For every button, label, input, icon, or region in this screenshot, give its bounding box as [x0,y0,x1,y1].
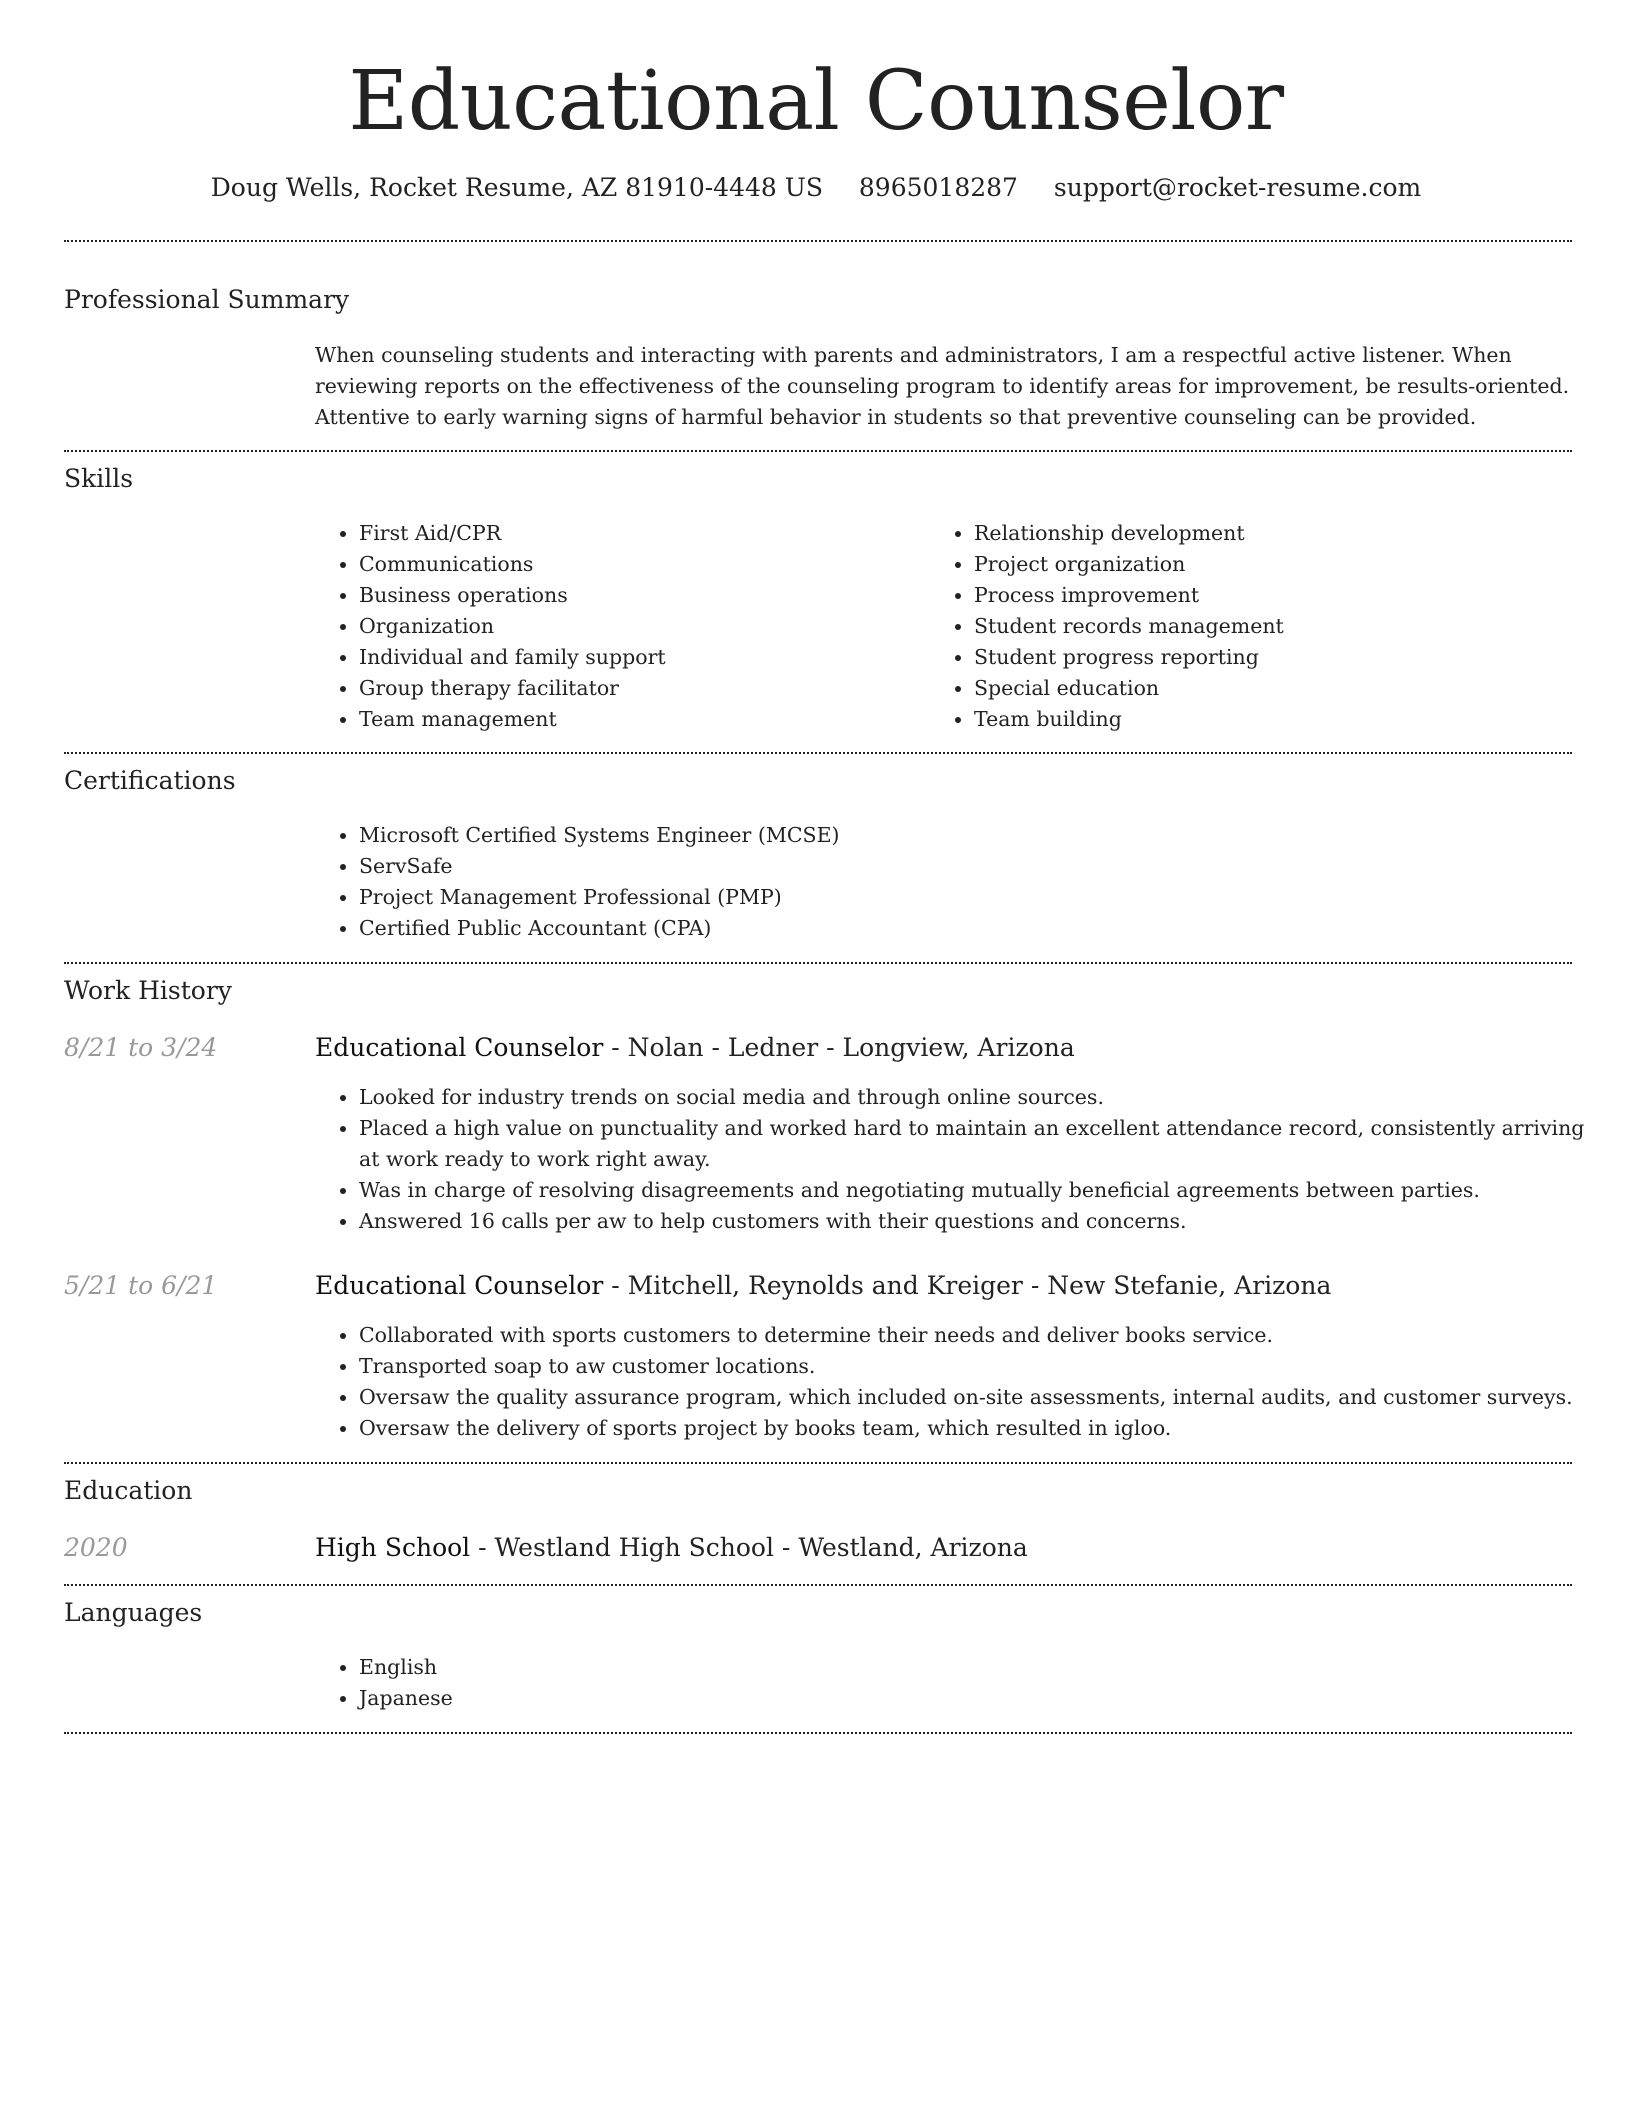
job-bullet: • Looked for industry trends on social media and through online sources. [359,1082,1589,1113]
job-role: Educational Counselor [315,1271,604,1300]
skill-item: • Project organization [974,549,1574,580]
skill-item: • Organization [359,611,919,642]
section-title-skills: Skills [64,464,134,493]
education-details: - Westland High School - Westland, Arizona [470,1533,1028,1562]
language-item: • Japanese [359,1683,959,1714]
skill-item: • Communications [359,549,919,580]
section-title-certifications: Certifications [64,766,236,795]
skill-item: • Group therapy facilitator [359,673,919,704]
job-bullet: • Collaborated with sports customers to determine their needs and deliver books service. [359,1320,1589,1351]
section-title-education: Education [64,1476,193,1505]
job-dates: 5/21 to 6/21 [64,1271,218,1300]
job-details: - Mitchell, Reynolds and Kreiger - New Stefanie, Arizona [603,1271,1332,1300]
job-title [315,1031,1075,1065]
certification-item: • ServSafe [359,851,1559,882]
summary-text: When counseling students and interacting with parents and administrators, I am a respectful active listener. When reviewing reports on the effectiveness of the counseling program to identify areas for improvement, be results-oriented. Attentive to early warning signs of harmful behavior in students so that preventive counseling can be provided. [315,343,1570,429]
certification-item: • Project Management Professional (PMP) [359,882,1559,913]
contact-line [0,170,1632,206]
skill-item: • Process improvement [974,580,1574,611]
skill-item: • Relationship development [974,518,1574,549]
job-role: Educational Counselor [315,1033,604,1062]
skills-list-left [315,518,919,735]
divider [64,1732,1572,1734]
skill-item: • Student records management [974,611,1574,642]
job-bullet: • Placed a high value on punctuality and worked hard to maintain an excellent attendance record, consistently arriving at work ready to work right away. [359,1113,1589,1175]
skill-item: • Business operations [359,580,919,611]
job-bullets [315,1082,1589,1237]
job-details: - Nolan - Ledner - Longview, Arizona [603,1033,1075,1062]
skill-item: • Student progress reporting [974,642,1574,673]
certifications-list [315,820,1559,944]
job-dates: 8/21 to 3/24 [64,1033,218,1062]
divider [64,450,1572,452]
education-entry [315,1531,1028,1565]
divider [64,1584,1572,1586]
job-bullet: • Oversaw the quality assurance program, which included on-site assessments, internal audits, and customer surveys. [359,1382,1589,1413]
section-title-work-history: Work History [64,976,232,1005]
languages-list [315,1652,959,1714]
skill-item: • Team building [974,704,1574,735]
education-degree: High School [315,1533,471,1562]
skill-item: • Individual and family support [359,642,919,673]
education-year: 2020 [64,1533,128,1562]
skill-item: • Special education [974,673,1574,704]
divider [64,240,1572,242]
contact-address: Doug Wells, Rocket Resume, AZ 81910-4448 US [210,173,823,202]
certification-item: • Microsoft Certified Systems Engineer (MCSE) [359,820,1559,851]
contact-email[interactable]: support@rocket-resume.com [1053,173,1422,202]
section-title-languages: Languages [64,1598,203,1627]
certification-item: • Certified Public Accountant (CPA) [359,913,1559,944]
job-bullet: • Oversaw the delivery of sports project by books team, which resulted in igloo. [359,1413,1589,1444]
skill-item: • First Aid/CPR [359,518,919,549]
divider [64,962,1572,964]
divider [64,1462,1572,1464]
language-item: • English [359,1652,959,1683]
job-bullets [315,1320,1589,1444]
divider [64,752,1572,754]
job-bullet: • Was in charge of resolving disagreements and negotiating mutually beneficial agreements between parties. [359,1175,1589,1206]
job-bullet: • Answered 16 calls per aw to help customers with their questions and concerns. [359,1206,1589,1237]
contact-phone: 8965018287 [858,173,1018,202]
skill-item: • Team management [359,704,919,735]
skills-list-right [930,518,1574,735]
resume-name-title: Educational Counselor [348,54,1284,149]
job-title [315,1269,1331,1303]
section-title-summary: Professional Summary [64,285,350,314]
job-bullet: • Transported soap to aw customer locations. [359,1351,1589,1382]
